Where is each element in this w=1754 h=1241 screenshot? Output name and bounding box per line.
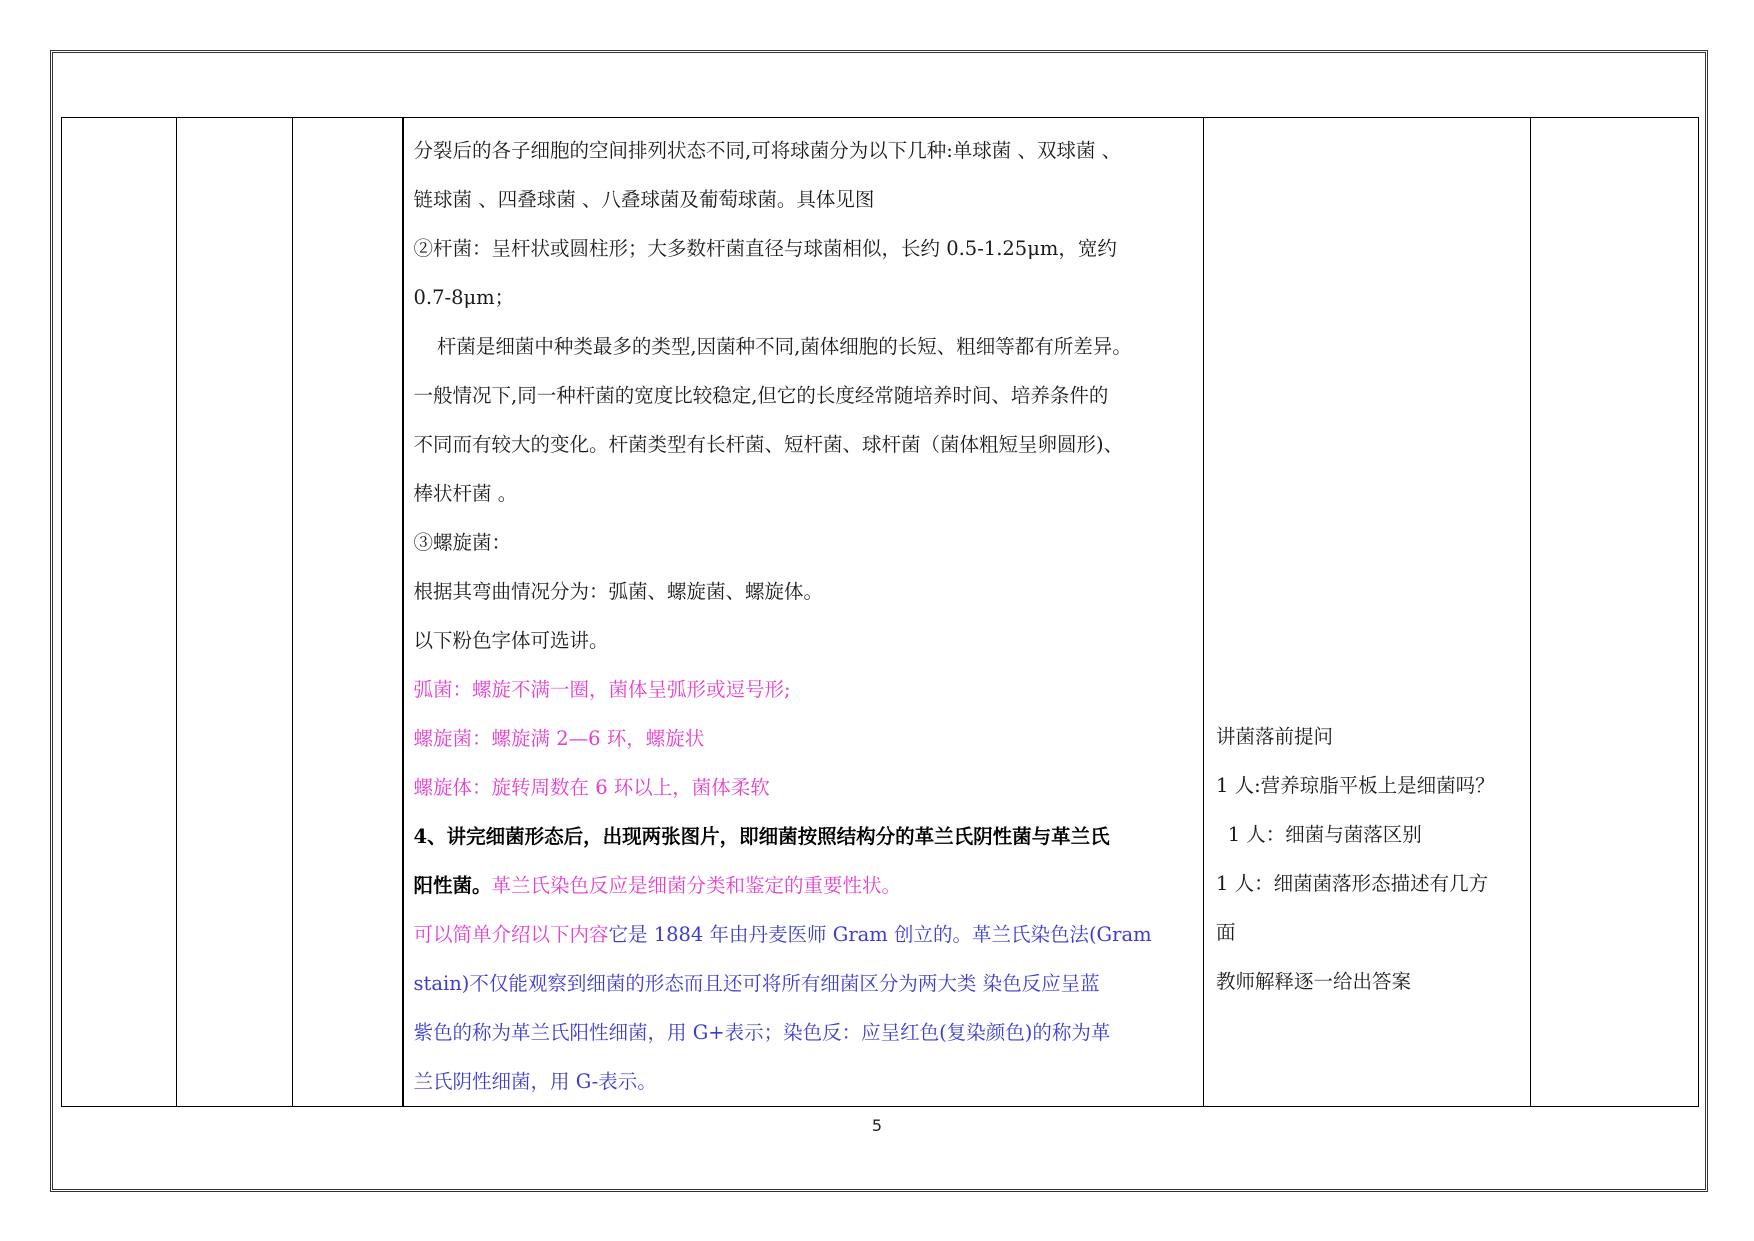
content-line: ③螺旋菌： xyxy=(413,531,512,554)
content-line: 以下粉色字体可选讲。 xyxy=(413,629,609,652)
teaching-content-cell xyxy=(403,118,1204,1107)
blue-content-line: 紫色的称为革兰氏阳性细菌，用 G+表示；染色反：应呈红色(复染颜色)的称为革 xyxy=(413,1021,1111,1044)
content-line: 不同而有较大的变化。杆菌类型有长杆菌、短杆菌、球杆菌（菌体粗短呈卵圆形)、 xyxy=(413,433,1124,456)
notes-line: 教师解释逐一给出答案 xyxy=(1216,970,1412,993)
teacher-notes-cell xyxy=(1204,118,1531,1107)
optional-content-line: 螺旋菌：螺旋满 2—6 环，螺旋状 xyxy=(413,727,705,750)
pink-text: 革兰氏染色反应是细菌分类和鉴定的重要性状。 xyxy=(491,874,902,897)
content-line: ②杆菌：呈杆状或圆柱形；大多数杆菌直径与球菌相似，长约 0.5-1.25μm，宽约 xyxy=(413,237,1117,260)
empty-cell-2 xyxy=(177,118,293,1107)
empty-cell-6 xyxy=(1531,118,1699,1107)
bold-content-line: 4、讲完细菌形态后，出现两张图片，即细菌按照结构分的革兰氏阴性菌与革兰氏 xyxy=(413,825,1110,848)
blue-content-line: stain)不仅能观察到细菌的形态而且还可将所有细菌区分为两大类 染色反应呈蓝 xyxy=(413,972,1100,995)
empty-cell-3 xyxy=(293,118,403,1107)
blue-text: 它是 1884 年由丹麦医师 Gram 创立的。革兰氏染色法(Gram xyxy=(608,923,1152,946)
notes-line: 讲菌落前提问 xyxy=(1216,725,1334,748)
notes-line: 面 xyxy=(1216,921,1236,944)
page-number: 5 xyxy=(871,1116,883,1135)
content-line xyxy=(414,861,1196,910)
content-line: 根据其弯曲情况分为：弧菌、螺旋菌、螺旋体。 xyxy=(413,580,824,603)
content-line: 链球菌 、四叠球菌 、八叠球菌及葡萄球菌。具体见图 xyxy=(413,188,875,211)
blue-content-line: 兰氏阴性细菌，用 G-表示。 xyxy=(413,1070,657,1093)
lesson-plan-table xyxy=(61,117,1699,1107)
content-line: 一般情况下,同一种杆菌的宽度比较稳定,但它的长度经常随培养时间、培养条件的 xyxy=(413,384,1109,407)
content-line: 棒状杆菌 。 xyxy=(413,482,518,505)
content-line: 分裂后的各子细胞的空间排列状态不同,可将球菌分为以下几种:单球菌 、双球菌 、 xyxy=(413,139,1122,162)
empty-cell-1 xyxy=(62,118,177,1107)
optional-content-line: 弧菌：螺旋不满一圈，菌体呈弧形或逗号形; xyxy=(413,678,791,701)
notes-line: 1 人：细菌菌落形态描述有几方 xyxy=(1216,872,1489,895)
pink-text: 可以简单介绍以下内容 xyxy=(413,923,609,946)
notes-line: 1 人:营养琼脂平板上是细菌吗？ xyxy=(1216,774,1495,797)
notes-line: 1 人：细菌与菌落区别 xyxy=(1227,823,1422,846)
content-line: 杆菌是细菌中种类最多的类型,因菌种不同,菌体细胞的长短、粗细等都有所差异。 xyxy=(436,335,1132,358)
content-line xyxy=(414,910,1196,959)
bold-text: 阳性菌。 xyxy=(413,874,492,897)
optional-content-line: 螺旋体：旋转周数在 6 环以上，菌体柔软 xyxy=(413,776,770,799)
content-line: 0.7-8μm； xyxy=(413,286,515,309)
table-row xyxy=(62,118,1699,1107)
